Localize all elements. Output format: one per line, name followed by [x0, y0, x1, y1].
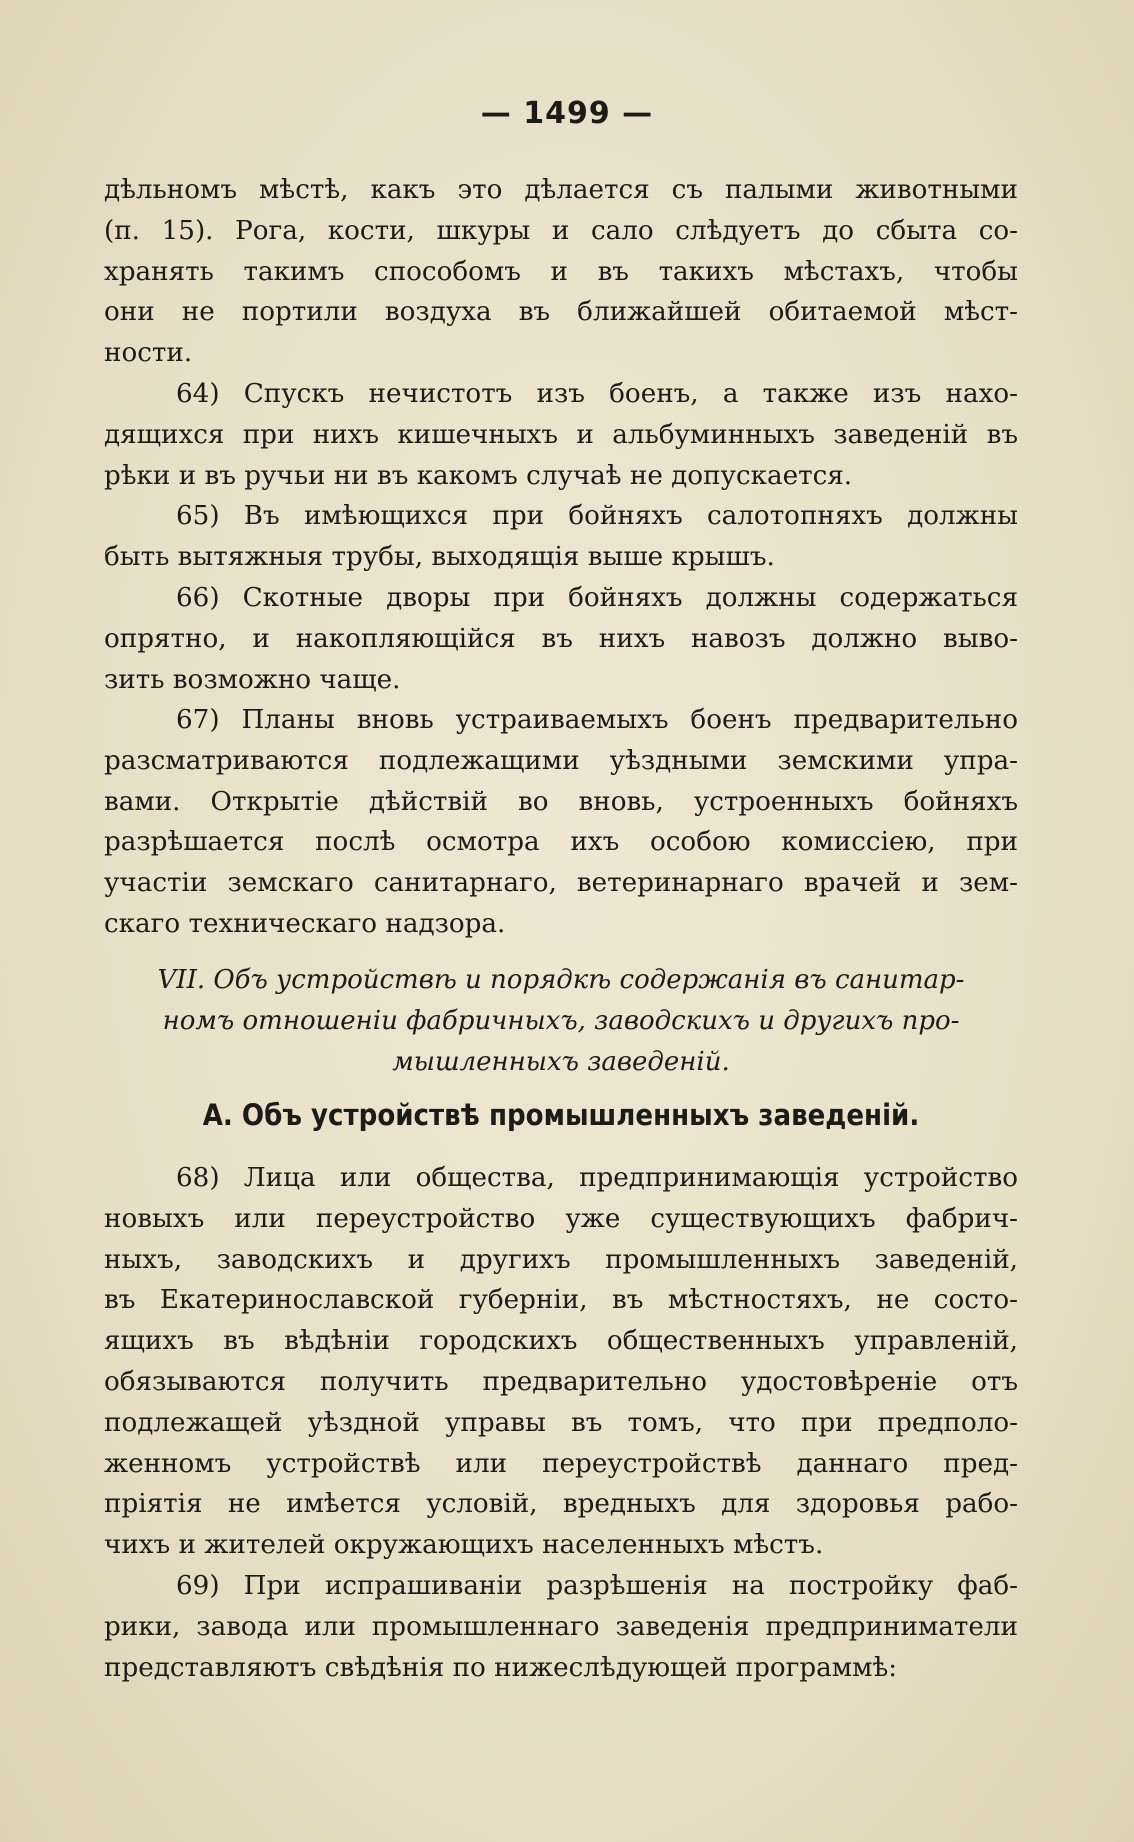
text-line: подлежащей уѣздной управы въ томъ, что при предполо- — [104, 1407, 1018, 1438]
paragraph-67 — [104, 700, 1018, 945]
text-line: зить возможно чаще. — [104, 664, 401, 695]
text-line: 68) Лица или общества, предпринимающія устройство — [176, 1163, 1018, 1193]
text-line: 64) Спускъ нечистотъ изъ боенъ, а также изъ нахо- — [176, 379, 1018, 409]
text-line: въ Екатеринославской губерніи, въ мѣстностяхъ, не состо- — [104, 1285, 1018, 1316]
text-line: рѣки и въ ручьи ни въ какомъ случаѣ не допускается. — [104, 460, 853, 491]
paragraph-64 — [104, 374, 1018, 496]
subsection-heading-a: А. Объ устройствѣ промышленныхъ заведеній. — [202, 1098, 920, 1132]
text-line: ности. — [104, 338, 193, 369]
paragraph-66 — [104, 578, 1018, 700]
text-line: разсматриваются подлежащими уѣздными земскими упра- — [104, 745, 1018, 776]
text-line: дѣльномъ мѣстѣ, какъ это дѣлается съ палыми животными — [104, 175, 1018, 205]
text-line: быть вытяжныя трубы, выходящія выше крышъ. — [104, 541, 775, 572]
text-line: обязываются получить предварительно удостовѣреніе отъ — [104, 1366, 1018, 1397]
page-number: — 1499 — — [480, 96, 654, 131]
text-line: 69) При испрашиваніи разрѣшенія на постройку фаб- — [176, 1571, 1018, 1601]
text-line: чихъ и жителей окружающихъ населенныхъ мѣстъ. — [104, 1530, 824, 1561]
text-line: 66) Скотные дворы при бойняхъ должны содержаться — [176, 583, 1018, 613]
text-line: (п. 15). Рога, кости, шкуры и сало слѣдуетъ до сбыта со- — [104, 215, 1018, 246]
text-line: 67) Планы вновь устраиваемыхъ боенъ предварительно — [176, 705, 1018, 735]
text-line: представляютъ свѣдѣнія по нижеслѣдующей программѣ: — [104, 1652, 898, 1683]
section-heading-line: VII. Объ устройствѣ и порядкѣ содержанія въ санитар- — [157, 965, 965, 995]
text-line: они не портили воздуха въ ближайшей обитаемой мѣст- — [104, 297, 1018, 328]
section-heading-line: номъ отношеніи фабричныхъ, заводскихъ и другихъ про- — [162, 1006, 960, 1036]
text-line: вами. Открытіе дѣйствій во вновь, устроенныхъ бойняхъ — [104, 786, 1018, 817]
paragraph-65 — [104, 496, 1018, 578]
text-line: 65) Въ имѣющихся при бойняхъ салотопняхъ должны — [176, 501, 1018, 531]
paragraph-68 — [104, 1158, 1018, 1566]
text-line: разрѣшается послѣ осмотра ихъ особою комиссіею, при — [104, 827, 1018, 858]
section-heading-vii — [104, 960, 1018, 1083]
text-line: дящихся при нихъ кишечныхъ и альбуминныхъ заведеній въ — [104, 419, 1018, 450]
paragraph-69 — [104, 1566, 1018, 1688]
text-line: женномъ устройствѣ или переустройствѣ даннаго пред- — [104, 1448, 1018, 1479]
text-line: пріятія не имѣется условій, вредныхъ для здоровья рабо- — [104, 1489, 1018, 1520]
text-line: рики, завода или промышленнаго заведенія предприниматели — [104, 1611, 1018, 1642]
text-line: участіи земскаго санитарнаго, ветеринарнаго врачей и зем- — [104, 868, 1018, 899]
text-line: хранять такимъ способомъ и въ такихъ мѣстахъ, чтобы — [104, 256, 1018, 287]
text-line: скаго техническаго надзора. — [104, 908, 506, 939]
text-line: новыхъ или переустройство уже существующихъ фабрич- — [104, 1203, 1018, 1234]
text-line: ящихъ въ вѣдѣніи городскихъ общественныхъ управленій, — [104, 1326, 1018, 1357]
paragraph-continuation — [104, 170, 1018, 374]
text-line: ныхъ, заводскихъ и другихъ промышленныхъ заведеній, — [104, 1244, 1018, 1275]
text-line: опрятно, и накопляющійся въ нихъ навозъ должно выво- — [104, 623, 1018, 654]
section-heading-line: мышленныхъ заведеній. — [392, 1047, 730, 1077]
